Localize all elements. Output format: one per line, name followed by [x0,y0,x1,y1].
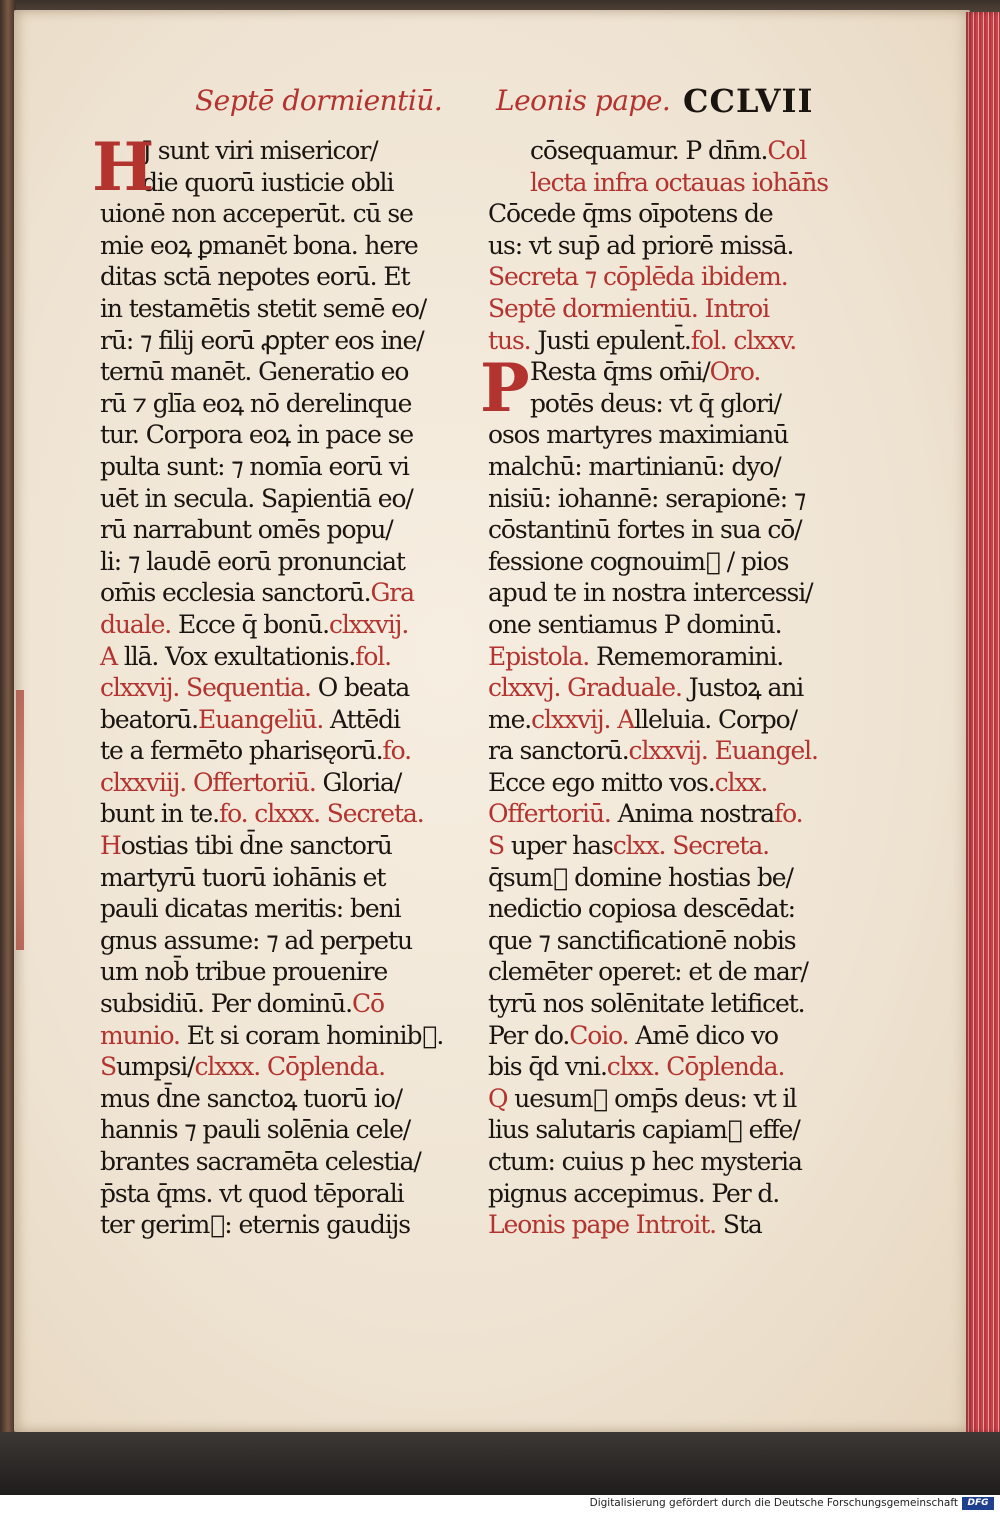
body-text: mus d̄ne sanctoꝝ tuorū io/ [100,1083,402,1113]
body-text: llā. Vox exultationis. [116,641,356,671]
text-line [488,988,833,1020]
rubric-text: S [100,1052,117,1082]
body-text: uionē non acceperūt. cū se [100,199,413,229]
rubric-text: clxxx. Cōplenda. [194,1052,386,1082]
body-text: ra sanctorū. [488,736,629,766]
body-text: p̄sta q̄ms. vt quod tēporali [100,1178,404,1208]
scan-bottom-background [0,1432,1000,1495]
text-line [100,1209,445,1241]
text-column-right [480,135,833,1241]
text-line [488,514,833,546]
body-text: ctum: cuius p hec mysteria [488,1147,802,1176]
text-line [488,956,833,988]
body-text: die quorū iusticie obli [142,167,394,197]
body-text: que ⁊ sanctificationē nobis [488,925,796,955]
text-line [100,1178,445,1210]
rubric-text: Cō [351,989,384,1019]
body-text: gnus assume: ⁊ ad perpetu [100,925,412,955]
text-line [488,1051,833,1083]
body-text: umpsi/ [116,1052,195,1082]
text-line [488,546,833,578]
funding-credit: Digitalisierung gefördert durch die Deutsche Forschungsgemeinschaft [589,1497,958,1509]
text-line [100,893,445,925]
rubric-text: fo. [382,736,411,766]
rubric-text: clxx. Cōplenda. [606,1052,785,1082]
rubric-text: munio. [100,1020,180,1050]
text-line [100,388,445,420]
text-line [488,230,833,262]
text-line [100,261,445,293]
text-line [488,1178,833,1210]
body-text: ostias tibi d̄ne sanctorū [120,831,392,861]
body-text: Ecce ego mitto vos. [488,767,715,797]
dfg-logo: DFG [962,1497,994,1510]
text-line [488,798,833,830]
text-line [488,451,833,483]
text-line [100,767,445,799]
text-line [488,167,833,199]
rubric-text: lecta infra octauas iohān̄s [530,167,829,197]
text-line [100,672,445,704]
body-text: Anima nostra [610,799,774,829]
body-text: apud te in nostra intercessi/ [488,578,813,608]
body-text: bis q̄d vni. [488,1052,607,1082]
margin-stain [16,690,24,950]
rubric-text: fol. clxxv. [690,325,797,355]
body-text: fessione cognouim᷑ / pios [488,546,789,576]
body-text: Justi epulent̄. [530,325,691,355]
rubric-text: Q [488,1083,508,1113]
text-line [100,956,445,988]
text-line [488,704,833,736]
rubric-text: Oro. [709,357,761,387]
body-text: J sunt viri misericor/ [142,136,378,165]
body-text: Cōcede q̄ms oīpotens de [488,199,773,229]
text-line [100,230,445,262]
body-text: Sta [716,1210,762,1240]
text-line [100,451,445,483]
text-line [488,609,833,641]
rubric-text: fo. [774,799,803,829]
body-text: brantes sacramēta celestia/ [100,1147,421,1176]
text-line [100,546,445,578]
text-line [100,1083,445,1115]
text-line [488,767,833,799]
text-line [488,862,833,894]
text-line [488,388,833,420]
text-column-left [92,128,445,1241]
rubric-text: tus. [488,325,531,355]
text-line [488,830,833,862]
body-text: bunt in te. [100,799,219,829]
body-text: Attēdi [323,704,400,734]
body-text: nisiū: iohannē: serapionē: ⁊ [488,483,806,513]
text-line [100,1114,445,1146]
rubric-text: Coio. [569,1020,629,1050]
text-line [100,609,445,641]
text-line [488,1146,833,1178]
text-line [488,735,833,767]
body-text: te a fermēto pharisęorū. [100,736,383,766]
body-text: beatorū. [100,704,198,734]
body-text: li: ⁊ laudē eorū pronunciat [100,546,405,576]
rubric-text: Col [767,136,807,165]
rubric-text: clxx. [714,767,768,797]
body-text: ter gerim᷑: eternis gaudijs [100,1210,411,1240]
text-line [100,1020,445,1052]
body-text: potēs deus: vt q̄ glori/ [530,388,781,418]
body-text: um nob̄ tribue prouenire [100,957,388,987]
text-line [488,1083,833,1115]
drop-initial: H [92,128,155,206]
text-line [488,672,833,704]
rubric-text: S [488,831,505,861]
body-text: nedictio copiosa descēdat: [488,894,795,924]
text-line [488,925,833,957]
body-text: us: vt sup̄ ad priorē missā. [488,230,794,260]
text-line [100,988,445,1020]
body-text: O beata [310,673,410,703]
text-line [488,356,833,388]
body-text: pauli dicatas meritis: beni [100,894,401,924]
body-text: lius salutaris capiam᷑ effe/ [488,1115,800,1145]
text-line [100,1146,445,1178]
text-line [488,641,833,673]
body-text: uēt in secula. Sapientiā eo/ [100,483,413,513]
body-text: clemēter operet: et de mar/ [488,957,808,987]
text-line [488,135,833,167]
rubric-text: clxx. Secreta. [612,831,769,861]
text-line [100,483,445,515]
text-line [488,483,833,515]
text-line [488,1020,833,1052]
text-line [100,641,445,673]
body-text: martyrū tuorū iohānis et [100,862,386,892]
rubric-text: Septē dormientiū. Introi [488,293,769,323]
running-head-left: Septē dormientiū. [195,84,443,117]
rubric-text: clxxvij. Sequentia. [100,673,311,703]
body-text: uesum᷑ omp̄s deus: vt il [507,1083,797,1113]
folio-number: CCLVII [683,82,814,120]
body-text: ternū manēt. Generatio eo [100,357,409,387]
rubric-text: clxxvj. Graduale. [488,673,682,703]
body-text: Per do. [488,1020,570,1050]
body-text: Resta q̄ms om̄i/ [530,357,710,387]
rubric-text: clxxvij. A [531,704,635,734]
text-line [488,293,833,325]
text-line [100,735,445,767]
body-text: cōstantinū fortes in sua cō/ [488,515,802,545]
body-text: Gloria/ [315,767,402,797]
rubric-text: Euangeliū. [198,704,324,734]
rubric-text: duale. [100,609,172,639]
rubric-text: Leonis pape Introit. [488,1210,716,1240]
body-text: Amē dico vo [628,1020,778,1050]
body-text: Justoꝝ ani [681,673,804,703]
rubric-text: Offertoriū. [488,799,611,829]
body-text: om̄is ecclesia sanctorū. [100,578,371,608]
text-line [488,261,833,293]
body-text: rū narrabunt omēs popu/ [100,515,393,545]
text-line [488,577,833,609]
body-text: me. [488,704,532,734]
text-line [100,862,445,894]
body-text: pignus accepimus. Per d. [488,1178,780,1208]
text-line [100,1051,445,1083]
body-text: pulta sunt: ⁊ nomīa eorū vi [100,451,409,481]
rubric-text: Gra [370,578,414,608]
body-text: malchū: martinianū: dyo/ [488,451,781,481]
rubric-text: Epistola. [488,641,590,671]
body-text: one sentiamus P dominū. [488,609,782,639]
text-line [488,419,833,451]
body-text: tyrū nos solēnitate letificet. [488,989,805,1019]
text-line [488,893,833,925]
body-text: lleluia. Corpo/ [634,704,797,734]
page-edges-red [966,12,1000,1432]
rubric-text: Secreta ⁊ cōplēda ibidem. [488,262,788,292]
body-text: in testamētis stetit semē eo/ [100,293,427,323]
text-line [488,1114,833,1146]
body-text: Rememoramini. [589,641,784,671]
body-text: Et si coram hominib᷑. [179,1020,444,1050]
body-text: ditas sctā nepotes eorū. Et [100,262,410,292]
rubric-text: fol. [355,641,392,671]
body-text: uper has [504,831,613,861]
body-text: mie eoꝝ ꝑmanēt bona. here [100,230,418,260]
text-line [100,356,445,388]
rubric-text: clxxvij. [328,609,409,639]
body-text: q̄sum᷑ domine hostias be/ [488,862,793,892]
text-line [488,1209,833,1241]
body-text: rū: ⁊ filij eorū ꝓpter eos ine/ [100,325,424,355]
body-text: subsidiū. Per dominū. [100,989,352,1019]
body-text: Ecce q̄ bonū. [171,609,329,639]
rubric-text: clxxviij. Offertoriū. [100,767,316,797]
text-line [100,704,445,736]
text-line [100,577,445,609]
drop-initial: P [480,349,530,428]
rubric-text: clxxvij. Euangel. [628,736,818,766]
body-text: hannis ⁊ pauli solēnia cele/ [100,1115,411,1145]
text-line [100,925,445,957]
text-line [100,798,445,830]
rubric-text: fo. clxxx. Secreta. [218,799,424,829]
body-text: tur. Corpora eoꝝ in pace se [100,420,414,450]
text-line [100,325,445,357]
body-text: osos martyres maximianū [488,420,789,450]
body-text: rū ⁊ glīa eoꝝ nō derelinque [100,388,412,418]
text-line [488,198,833,230]
rubric-text: H [100,831,121,861]
rubric-text: A [100,641,117,671]
body-text: cōsequamur. P dn̄m. [530,136,768,165]
text-line [100,419,445,451]
text-line [100,830,445,862]
text-line [100,293,445,325]
running-head-right: Leonis pape. [496,84,671,117]
text-line [100,514,445,546]
text-line [488,325,833,357]
